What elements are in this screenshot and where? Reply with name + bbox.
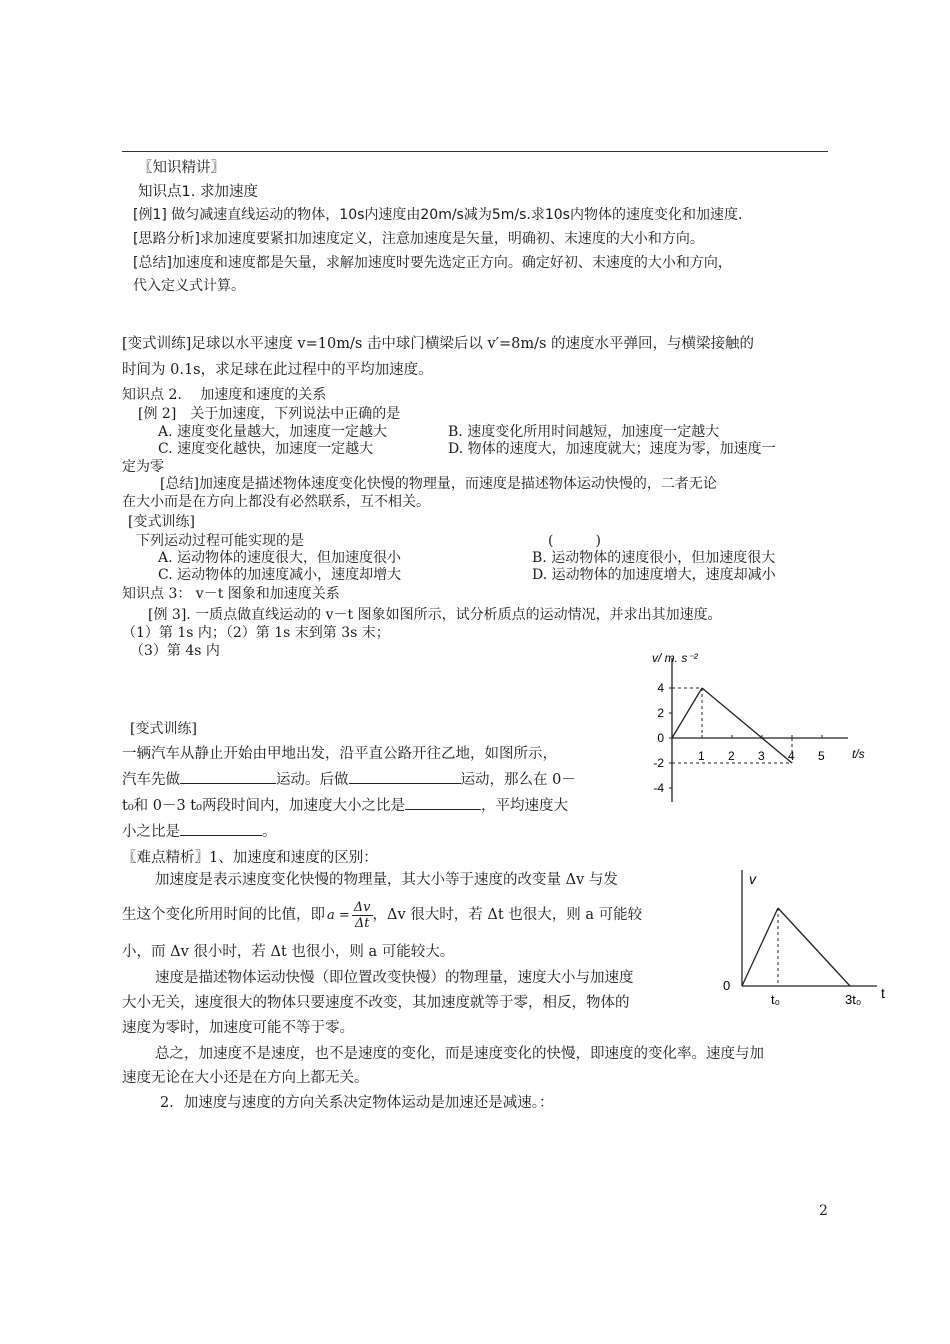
point3-title: 知识点 3： v－t 图象和加速度关系 [122,586,340,602]
example2-option-d-cont: 定为零 [122,459,164,475]
vt-chart-1-ytick-label: -4 [653,781,664,795]
difficulty-p1-line2 [122,898,642,933]
point1-title: 知识点1. 求加速度 [138,184,258,200]
difficulty-p2-line2: 大小无关，速度很大的物体只要速度不改变，其加速度就等于零，相反，物体的 [122,995,630,1011]
vt-chart-1-ytick-label: 2 [657,706,664,720]
analysis1: [思路分析]求加速度要紧扣加速度定义，注意加速度是矢量，明确初、末速度的大小和方向。 [133,231,704,247]
variant3-line2 [122,768,576,789]
difficulty-p2-line1: 速度是描述物体运动快慢（即位置改变快慢）的物理量，速度大小与加速度 [155,970,634,986]
blank-accel-ratio[interactable] [405,795,481,810]
difficulty-p3-line2: 速度无论在大小还是在方向上都无关。 [122,1070,369,1086]
summary1-line1: [总结]加速度和速度都是矢量，求解加速度时要先选定正方向。确定好初、末速度的大小和方向， [133,255,732,271]
variant3-line2-b: 运动。后做 [276,772,349,788]
example2-option-c: C. 速度变化越快，加速度一定越大 [158,441,374,457]
vt-chart-1 [640,640,870,810]
variant3-line4-b: 。 [262,824,277,840]
difficulty-p1-line1: 加速度是表示速度变化快慢的物理量，其大小等于速度的改变量 Δv 与发 [155,872,618,888]
example2-option-b: B. 速度变化所用时间越短，加速度一定越大 [448,424,720,440]
variant3-line2-c: 运动，那么在 0－ [460,772,576,788]
vt-chart-1-xtick-label: 2 [728,749,735,763]
vt-chart-1-segment [702,688,762,738]
blank-motion-2[interactable] [349,769,461,784]
example3: [例 3]. 一质点做直线运动的 v－t 图象如图所示，试分析质点的运动情况，并求出其加速度。 [148,607,722,623]
example2-option-d: D. 物体的速度大，加速度就大；速度为零，加速度一 [448,441,776,457]
vt-chart-2-origin: 0 [723,978,731,993]
variant2-answer-paren: ( ) [548,533,601,549]
difficulty-p1-line2-a: 生这个变化所用时间的比值，即 [122,907,325,923]
variant1-line2: 时间为 0.1s，求足球在此过程中的平均加速度。 [122,362,433,378]
variant3-line4-a: 小之比是 [122,824,180,840]
vt-chart-1-xtick-label: 3 [758,749,765,763]
variant2-option-b: B. 运动物体的速度很小，但加速度很大 [532,550,776,566]
example3-question-3: （3）第 4s 内 [130,643,220,659]
vt-chart-1-segment [672,688,702,738]
difficulty-p3-line1: 总之，加速度不是速度，也不是速度的变化，而是速度变化的快慢，即速度的变化率。速度与加 [155,1046,764,1062]
point2-summary-line2: 在大小而是在方向上都没有必然联系，互不相关。 [122,494,430,510]
variant2-title: [变式训练] [128,514,195,530]
vt-chart-1-xtick-label: 4 [788,749,795,763]
variant3-line3 [122,794,568,815]
example1: [例1] 做匀减速直线运动的物体，10s内速度由20m/s减为5m/s.求10s内物体的速度变化和加速度. [133,207,743,223]
vt-chart-2-segment [742,908,778,986]
variant3-line3-b: ，平均速度大 [480,798,568,814]
variant3-title: [变式训练] [130,721,197,737]
vt-chart-2-tick-3t0: 3t₀ [845,992,862,1007]
variant3-line3-a: t₀和 0－3 t₀两段时间内，加速度大小之比是 [122,798,405,814]
vt-chart-2 [715,862,895,1012]
example2: [例 2] 关于加速度，下列说法中正确的是 [138,406,401,422]
point2-title: 知识点 2. 加速度和速度的关系 [122,387,327,403]
section-header: 〖知识精讲〗 [138,160,225,176]
variant3-line4 [122,820,277,841]
variant2-question: 下列运动过程可能实现的是 [136,533,304,549]
variant3-line2-a: 汽车先做 [122,772,180,788]
point2-summary-line1: [总结]加速度是描述物体速度变化快慢的物理量，而速度是描述物体运动快慢的，二者无论 [160,476,717,492]
vt-chart-1-xtick-label: 5 [818,749,825,763]
vt-chart-1-ytick-label: 0 [657,731,664,745]
formula-fraction [352,900,373,931]
difficulty-title: 〖难点精析〗1、加速度和速度的区别： [122,850,378,866]
variant1-line1: [变式训练]足球以水平速度 v=10m/s 击中球门横梁后以 v′=8m/s 的速度水平弹回，与横梁接触的 [122,336,755,352]
vt-chart-2-tick-t0: t₀ [771,992,781,1007]
blank-motion-1[interactable] [180,769,276,784]
vt-chart-2-xlabel: t [881,985,885,1001]
blank-speed-ratio[interactable] [180,821,262,836]
vt-chart-2-segment [778,908,850,986]
difficulty-p2-line3: 速度为零时，加速度可能不等于零。 [122,1020,354,1036]
vt-chart-1-ytick-label: -2 [653,756,664,770]
vt-chart-1-xlabel: t/s [852,747,865,761]
variant2-option-d: D. 运动物体的加速度增大，速度却减小 [532,567,776,583]
difficulty-p1-line2-b: ，Δv 很大时，若 Δt 也很大，则 a 可能较 [372,907,643,923]
formula-numerator: Δv [353,899,371,915]
vt-chart-1-ytick-label: 4 [657,681,664,695]
formula-lhs: a = [327,908,350,923]
variant3-line1: 一辆汽车从静止开始由甲地出发，沿平直公路开往乙地，如图所示， [122,746,557,762]
formula-denominator: Δt [354,915,370,931]
example3-questions-1-2: （1）第 1s 内；（2）第 1s 末到第 3s 末； [122,625,390,641]
difficulty-p1-line3: 小，而 Δv 很小时，若 Δt 也很小，则 a 可能较大。 [122,944,455,960]
page-number: 2 [819,1203,828,1219]
vt-chart-2-ylabel: v [749,871,756,887]
variant2-option-c: C. 运动物体的加速度减小，速度却增大 [158,567,402,583]
example2-option-a: A. 速度变化量越大，加速度一定越大 [158,424,388,440]
difficulty-p4: 2．加速度与速度的方向关系决定物体运动是加速还是减速。： [160,1095,554,1111]
vt-chart-1-ylabel: v/ m. s⁻² [652,651,698,665]
header-rule [122,151,828,152]
vt-chart-1-xtick-label: 1 [698,749,705,763]
summary1-line2: 代入定义式计算。 [133,278,245,294]
variant2-option-a: A. 运动物体的速度很大，但加速度很小 [158,550,402,566]
